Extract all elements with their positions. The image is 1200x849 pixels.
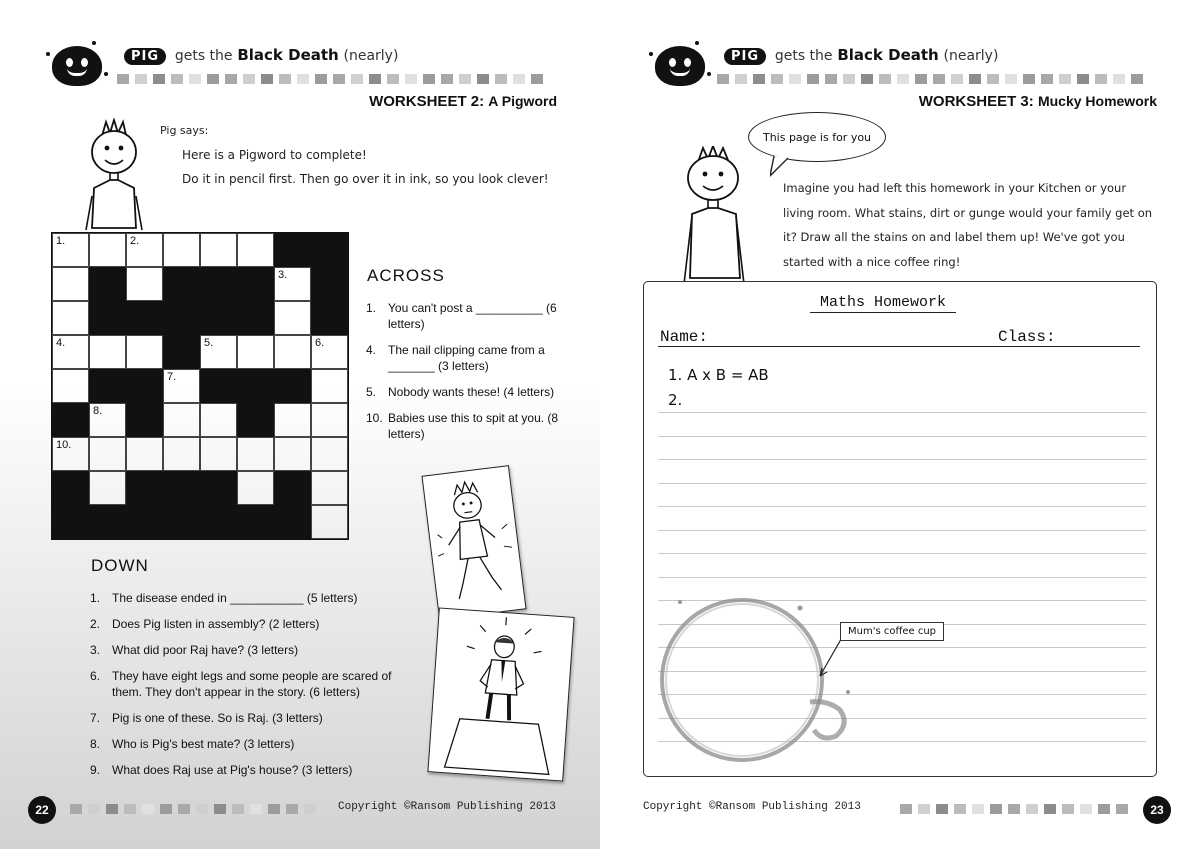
clue-text: Pig is one of these. So is Raj. (3 letters): [112, 711, 323, 725]
pig-badge: PIG: [724, 48, 766, 65]
clue-text: The disease ended in ___________ (5 letters): [112, 591, 358, 605]
crossword-cell[interactable]: [52, 335, 89, 369]
ruled-line: [658, 412, 1146, 413]
decorative-square: [753, 74, 765, 84]
clue-item: [90, 668, 420, 700]
clue-number: 2.: [90, 617, 101, 631]
crossword-cell[interactable]: [200, 233, 237, 267]
decorative-squares: [70, 804, 316, 814]
clue-text: Does Pig listen in assembly? (2 letters): [112, 617, 320, 631]
decorative-square: [160, 804, 172, 814]
crossword-black-cell: [237, 505, 274, 539]
decorative-square: [135, 74, 147, 84]
decorative-square: [232, 804, 244, 814]
pig-says-line-1: Here is a Pigword to complete!: [182, 148, 367, 162]
page-number: 23: [1143, 796, 1171, 824]
crossword-cell[interactable]: [311, 335, 348, 369]
decorative-square: [771, 74, 783, 84]
crossword-black-cell: [200, 369, 237, 403]
clue-item: [90, 616, 420, 632]
class-label: Class:: [998, 328, 1056, 346]
homework-sheet: [643, 281, 1157, 777]
ruled-line: [658, 553, 1146, 554]
speech-bubble: [748, 112, 886, 162]
crossword-cell[interactable]: [274, 301, 311, 335]
crossword-black-cell: [274, 471, 311, 505]
decorative-square: [879, 74, 891, 84]
crossword-grid: [51, 232, 349, 540]
decorative-square: [1023, 74, 1035, 84]
crossword-black-cell: [237, 403, 274, 437]
crossword-cell[interactable]: [126, 267, 163, 301]
decorative-square: [861, 74, 873, 84]
crossword-cell[interactable]: [89, 437, 126, 471]
crossword-black-cell: [163, 505, 200, 539]
clue-number: 5.: [366, 385, 377, 399]
decorative-square: [1059, 74, 1071, 84]
across-clues: [366, 300, 562, 452]
crossword-black-cell: [200, 301, 237, 335]
pig-says-label: Pig says:: [160, 124, 209, 137]
decorative-square: [142, 804, 154, 814]
crossword-cell[interactable]: [163, 369, 200, 403]
crossword-cell[interactable]: [52, 267, 89, 301]
crossword-cell[interactable]: [200, 403, 237, 437]
decorative-square: [1116, 804, 1128, 814]
decorative-square: [1113, 74, 1125, 84]
speech-bubble-tail: [770, 156, 800, 178]
decorative-square: [1008, 804, 1020, 814]
decorative-square: [279, 74, 291, 84]
crossword-cell[interactable]: [311, 505, 348, 539]
decorative-square: [297, 74, 309, 84]
decorative-square: [1080, 804, 1092, 814]
crossword-cell[interactable]: [126, 335, 163, 369]
answer-1: 1. A x B = AB: [668, 366, 769, 384]
crossword-black-cell: [274, 505, 311, 539]
clue-text: What does Raj use at Pig's house? (3 letters): [112, 763, 353, 777]
crossword-clue-number: 3.: [278, 269, 288, 281]
decorative-square: [1005, 74, 1017, 84]
crossword-cell[interactable]: [274, 437, 311, 471]
decorative-squares: [717, 74, 1143, 84]
across-heading: ACROSS: [367, 266, 445, 285]
pig-wobbling-illustration: [421, 465, 526, 620]
decorative-square: [954, 804, 966, 814]
crossword-black-cell: [52, 471, 89, 505]
decorative-square: [897, 74, 909, 84]
crossword-clue-number: 5.: [204, 337, 214, 349]
crossword-cell[interactable]: [311, 471, 348, 505]
decorative-square: [1077, 74, 1089, 84]
clue-text: They have eight legs and some people are scared of them. They don't appear in the story. (6 letters): [112, 669, 392, 699]
crossword-black-cell: [200, 471, 237, 505]
decorative-square: [1026, 804, 1038, 814]
ruled-line: [658, 506, 1146, 507]
clue-item: [366, 342, 562, 374]
decorative-square: [1095, 74, 1107, 84]
crossword-clue-number: 1.: [56, 235, 66, 247]
clue-item: [90, 762, 420, 778]
down-heading: DOWN: [91, 556, 149, 575]
crossword-black-cell: [274, 233, 311, 267]
pig-character-illustration: [80, 118, 150, 236]
crossword-clue-number: 4.: [56, 337, 66, 349]
decorative-square: [735, 74, 747, 84]
decorative-square: [1098, 804, 1110, 814]
decorative-square: [70, 804, 82, 814]
decorative-square: [990, 804, 1002, 814]
decorative-square: [369, 74, 381, 84]
decorative-square: [286, 804, 298, 814]
clue-item: [90, 590, 420, 606]
crossword-clue-number: 10.: [56, 439, 72, 451]
worksheet-title: WORKSHEET 3: Mucky Homework: [918, 93, 1157, 110]
decorative-square: [106, 804, 118, 814]
crossword-cell[interactable]: [274, 403, 311, 437]
decorative-square: [214, 804, 226, 814]
decorative-square: [717, 74, 729, 84]
crossword-black-cell: [89, 369, 126, 403]
decorative-square: [387, 74, 399, 84]
decorative-square: [933, 74, 945, 84]
crossword-cell[interactable]: [274, 335, 311, 369]
decorative-square: [250, 804, 262, 814]
crossword-cell[interactable]: [237, 335, 274, 369]
crossword-black-cell: [237, 267, 274, 301]
worksheet-title: WORKSHEET 2: A Pigword: [369, 93, 557, 110]
crossword-black-cell: [126, 301, 163, 335]
clue-number: 4.: [366, 343, 377, 357]
clue-number: 10.: [366, 411, 383, 425]
decorative-square: [441, 74, 453, 84]
crossword-cell[interactable]: [89, 233, 126, 267]
decorative-square: [477, 74, 489, 84]
decorative-square: [333, 74, 345, 84]
crossword-black-cell: [200, 505, 237, 539]
decorative-square: [969, 74, 981, 84]
crossword-black-cell: [52, 505, 89, 539]
clue-number: 1.: [90, 591, 101, 605]
pig-blob-logo: [655, 46, 705, 86]
decorative-square: [495, 74, 507, 84]
series-nearly: (nearly): [343, 48, 399, 64]
crossword-cell[interactable]: [52, 233, 89, 267]
crossword-cell[interactable]: [274, 267, 311, 301]
crossword-black-cell: [237, 369, 274, 403]
crossword-cell[interactable]: [237, 233, 274, 267]
crossword-cell[interactable]: [52, 301, 89, 335]
decorative-squares: [117, 74, 543, 84]
series-black-death: Black Death: [237, 46, 339, 64]
clue-text: Who is Pig's best mate? (3 letters): [112, 737, 295, 751]
crossword-cell[interactable]: [311, 369, 348, 403]
crossword-black-cell: [89, 301, 126, 335]
crossword-black-cell: [311, 301, 348, 335]
decorative-squares: [900, 804, 1128, 814]
ruled-line: [658, 577, 1146, 578]
series-title: [124, 46, 398, 65]
clue-text: Nobody wants these! (4 letters): [388, 385, 555, 399]
ruled-line: [658, 436, 1146, 437]
crossword-cell[interactable]: [163, 403, 200, 437]
crossword-cell[interactable]: [89, 403, 126, 437]
clue-number: 1.: [366, 301, 377, 315]
crossword-clue-number: 7.: [167, 371, 177, 383]
crossword-clue-number: 8.: [93, 405, 103, 417]
crossword-black-cell: [126, 505, 163, 539]
crossword-clue-number: 2.: [130, 235, 140, 247]
decorative-square: [153, 74, 165, 84]
series-gets-the: gets the: [174, 48, 233, 64]
decorative-square: [915, 74, 927, 84]
decorative-square: [972, 804, 984, 814]
crossword-clue-number: 9.: [241, 405, 251, 417]
series-gets-the: gets the: [774, 48, 833, 64]
speech-bubble-text: This page is for you: [762, 130, 872, 144]
clue-item: [366, 410, 562, 442]
clue-text: Babies use this to spit at you. (8 letters): [388, 411, 559, 441]
crossword-black-cell: [52, 403, 89, 437]
name-underline: [658, 346, 1140, 347]
decorative-square: [124, 804, 136, 814]
copyright: Copyright ©Ransom Publishing 2013: [338, 801, 556, 813]
crossword-cell[interactable]: [237, 437, 274, 471]
series-title: [724, 46, 998, 65]
decorative-square: [243, 74, 255, 84]
crossword-black-cell: [237, 301, 274, 335]
crossword-cell[interactable]: [200, 437, 237, 471]
copyright: Copyright ©Ransom Publishing 2013: [643, 801, 861, 813]
decorative-square: [196, 804, 208, 814]
clue-item: [366, 300, 562, 332]
pig-badge: PIG: [124, 48, 166, 65]
crossword-cell[interactable]: [311, 437, 348, 471]
crossword-clue-number: 6.: [315, 337, 325, 349]
decorative-square: [900, 804, 912, 814]
crossword-cell[interactable]: [237, 471, 274, 505]
decorative-square: [936, 804, 948, 814]
decorative-square: [1131, 74, 1143, 84]
crossword-black-cell: [163, 471, 200, 505]
series-black-death: Black Death: [837, 46, 939, 64]
decorative-square: [951, 74, 963, 84]
decorative-square: [789, 74, 801, 84]
crossword-black-cell: [311, 233, 348, 267]
crossword-black-cell: [126, 403, 163, 437]
decorative-square: [207, 74, 219, 84]
crossword-cell[interactable]: [126, 437, 163, 471]
clue-text: You can't post a __________ (6 letters): [388, 301, 557, 331]
decorative-square: [268, 804, 280, 814]
man-on-podium-illustration: [427, 607, 574, 781]
pig-blob-logo: [52, 46, 102, 86]
crossword-cell[interactable]: [89, 471, 126, 505]
clue-item: [366, 384, 562, 400]
crossword-black-cell: [89, 267, 126, 301]
decorative-square: [825, 74, 837, 84]
decorative-square: [531, 74, 543, 84]
crossword-cell[interactable]: [52, 369, 89, 403]
clue-number: 7.: [90, 711, 101, 725]
decorative-square: [1041, 74, 1053, 84]
crossword-black-cell: [126, 471, 163, 505]
decorative-square: [405, 74, 417, 84]
pig-says-line-2: Do it in pencil first. Then go over it in ink, so you look clever!: [182, 172, 549, 186]
decorative-square: [315, 74, 327, 84]
crossword-black-cell: [89, 505, 126, 539]
coffee-cup-label: Mum's coffee cup: [840, 622, 944, 641]
homework-heading: Maths Homework: [810, 294, 956, 313]
clue-item: [90, 642, 420, 658]
decorative-square: [513, 74, 525, 84]
decorative-square: [178, 804, 190, 814]
decorative-square: [304, 804, 316, 814]
decorative-square: [1044, 804, 1056, 814]
decorative-square: [88, 804, 100, 814]
clue-text: What did poor Raj have? (3 letters): [112, 643, 299, 657]
crossword-black-cell: [126, 369, 163, 403]
page-number: 22: [28, 796, 56, 824]
clue-number: 8.: [90, 737, 101, 751]
answer-2: 2.: [668, 391, 683, 409]
decorative-square: [1062, 804, 1074, 814]
decorative-square: [225, 74, 237, 84]
decorative-square: [261, 74, 273, 84]
clue-item: [90, 710, 420, 726]
decorative-square: [843, 74, 855, 84]
crossword-black-cell: [311, 267, 348, 301]
crossword-cell[interactable]: [89, 335, 126, 369]
crossword-cell[interactable]: [311, 403, 348, 437]
decorative-square: [459, 74, 471, 84]
clue-number: 3.: [90, 643, 101, 657]
crossword-cell[interactable]: [163, 233, 200, 267]
decorative-square: [918, 804, 930, 814]
crossword-black-cell: [274, 369, 311, 403]
decorative-square: [117, 74, 129, 84]
clue-number: 6.: [90, 669, 101, 683]
boy-character-illustration: [678, 146, 768, 296]
name-label: Name:: [660, 328, 709, 346]
decorative-square: [807, 74, 819, 84]
decorative-square: [189, 74, 201, 84]
series-nearly: (nearly): [943, 48, 999, 64]
ruled-line: [658, 483, 1146, 484]
clue-number: 9.: [90, 763, 101, 777]
clue-text: The nail clipping came from a _______ (3 letters): [388, 343, 545, 373]
crossword-cell[interactable]: [200, 335, 237, 369]
ruled-line: [658, 459, 1146, 460]
crossword-black-cell: [163, 267, 200, 301]
clue-item: [90, 736, 420, 752]
crossword-black-cell: [163, 335, 200, 369]
crossword-cell[interactable]: [163, 437, 200, 471]
crossword-cell[interactable]: [126, 233, 163, 267]
right-page: [600, 0, 1200, 849]
crossword-black-cell: [163, 301, 200, 335]
intro-text: Imagine you had left this homework in your Kitchen or your living room. What stains, dirt or gunge would your family get on it? Draw all the stains on and label them up! We've got you started with a nice coffee ring!: [783, 181, 1153, 269]
crossword-black-cell: [200, 267, 237, 301]
down-clues: [90, 590, 420, 788]
ruled-line: [658, 530, 1146, 531]
crossword-cell[interactable]: [52, 437, 89, 471]
decorative-square: [987, 74, 999, 84]
decorative-square: [351, 74, 363, 84]
decorative-square: [171, 74, 183, 84]
decorative-square: [423, 74, 435, 84]
